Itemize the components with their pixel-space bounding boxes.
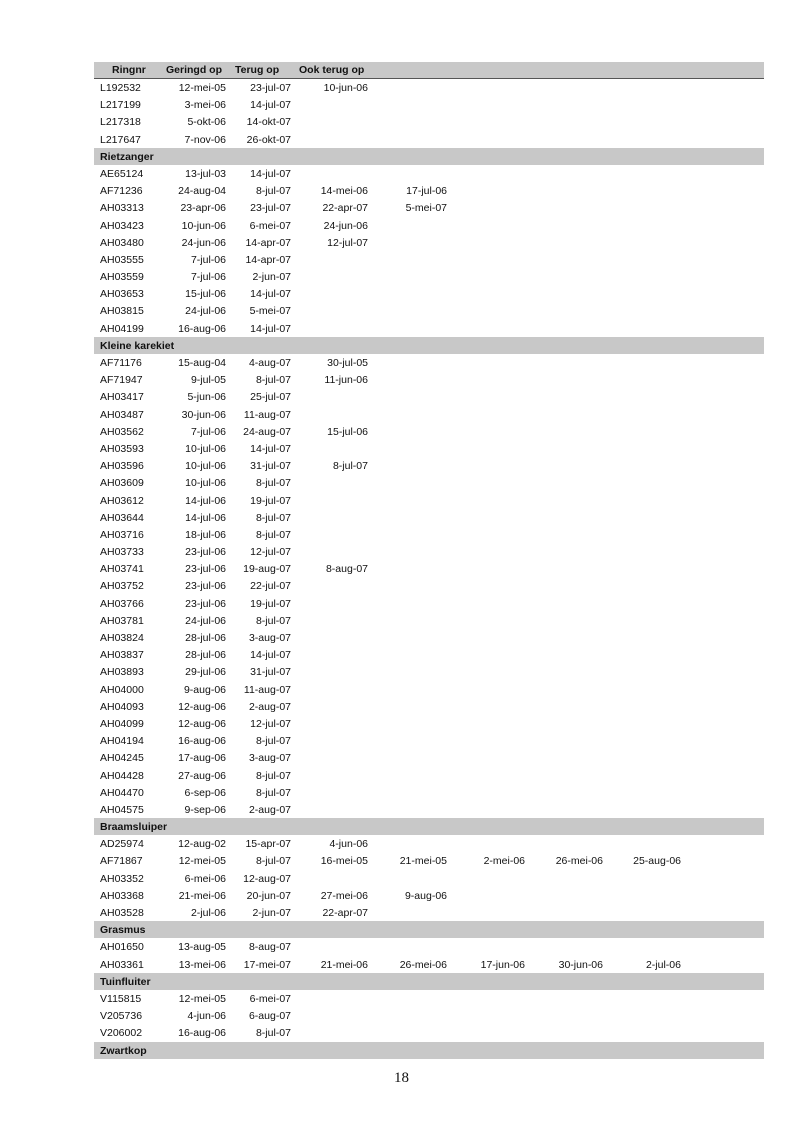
table-row: [94, 715, 764, 732]
table-body: [94, 79, 764, 1059]
ringed-date-cell: 24-jul-06: [185, 305, 226, 318]
recovered-date-cell: 14-okt-07: [246, 116, 291, 129]
ringed-date-cell: 9-jul-05: [190, 374, 226, 387]
table-row: [94, 646, 764, 663]
also-recovered-date-cell: 8-aug-07: [325, 563, 368, 576]
ringed-date-cell: 5-jun-06: [187, 391, 226, 404]
also-recovered-date-cell: 2-mei-06: [483, 855, 525, 868]
ringed-date-cell: 18-jul-06: [185, 528, 226, 541]
recovered-date-cell: 22-jul-07: [250, 580, 291, 593]
col-header-ringnr: Ringnr: [112, 64, 146, 76]
ringed-date-cell: 13-jul-03: [185, 167, 226, 180]
recovered-date-cell: 6-mei-07: [249, 992, 291, 1005]
also-recovered-date-cell: 15-jul-06: [327, 425, 368, 438]
table-row: [94, 96, 764, 113]
also-recovered-date-cell: 5-mei-07: [405, 202, 447, 215]
table-row: [94, 182, 764, 199]
ring-number-cell: V205736: [100, 1010, 143, 1023]
species-section-header: [94, 973, 764, 990]
ringed-date-cell: 14-jul-06: [185, 494, 226, 507]
also-recovered-date-cell: 14-mei-06: [320, 185, 368, 198]
ring-number-cell: AH04000: [100, 683, 144, 696]
table-row: [94, 474, 764, 491]
ring-number-cell: AH03644: [100, 511, 144, 524]
recovered-date-cell: 19-aug-07: [243, 563, 291, 576]
ringed-date-cell: 9-sep-06: [184, 803, 226, 816]
recovered-date-cell: 3-aug-07: [248, 752, 291, 765]
table-row: [94, 199, 764, 216]
also-recovered-date-cell: 26-mei-06: [399, 958, 447, 971]
ringed-date-cell: 12-mei-05: [178, 992, 226, 1005]
also-recovered-date-cell: 22-apr-07: [322, 202, 368, 215]
recovered-date-cell: 24-aug-07: [243, 425, 291, 438]
also-recovered-date-cell: 17-jul-06: [406, 185, 447, 198]
ring-number-cell: AH03752: [100, 580, 144, 593]
ring-number-cell: AH03824: [100, 632, 144, 644]
ring-number-cell: AF71947: [100, 374, 143, 387]
table-row: [94, 492, 764, 509]
table-row: [94, 217, 764, 234]
also-recovered-date-cell: 21-mei-05: [399, 855, 447, 868]
ringed-date-cell: 12-aug-06: [178, 717, 226, 730]
ringed-date-cell: 30-jun-06: [181, 408, 226, 421]
recovered-date-cell: 15-apr-07: [245, 838, 291, 851]
recovered-date-cell: 8-jul-07: [255, 1027, 291, 1040]
recovered-date-cell: 23-jul-07: [250, 202, 291, 215]
table-row: [94, 956, 764, 973]
also-recovered-date-cell: 22-apr-07: [322, 907, 368, 919]
also-recovered-date-cell: 10-jun-06: [323, 82, 368, 94]
species-name: Braamsluiper: [100, 821, 168, 834]
table-row: [94, 784, 764, 801]
recovered-date-cell: 4-aug-07: [248, 357, 291, 369]
table-row: [94, 767, 764, 784]
ringed-date-cell: 10-jul-06: [185, 442, 226, 455]
species-section-header: [94, 337, 764, 354]
also-recovered-date-cell: 17-jun-06: [480, 958, 525, 971]
table-row: [94, 887, 764, 904]
recovered-date-cell: 6-mei-07: [249, 219, 291, 232]
ringed-date-cell: 24-aug-04: [178, 185, 226, 198]
table-row: [94, 1007, 764, 1024]
ring-number-cell: AH03766: [100, 597, 144, 610]
ringed-date-cell: 5-okt-06: [187, 116, 226, 129]
recovered-date-cell: 19-jul-07: [250, 597, 291, 610]
ring-number-cell: AH03653: [100, 288, 144, 301]
ring-number-cell: AF71867: [100, 855, 143, 868]
ringed-date-cell: 17-aug-06: [178, 752, 226, 765]
ringed-date-cell: 12-mei-05: [178, 82, 226, 94]
table-row: [94, 629, 764, 646]
ringed-date-cell: 10-jul-06: [185, 477, 226, 490]
ring-number-cell: AH03741: [100, 563, 144, 576]
ringed-date-cell: 28-jul-06: [185, 632, 226, 644]
also-recovered-date-cell: 2-jul-06: [645, 958, 681, 971]
ringed-date-cell: 4-jun-06: [187, 1010, 226, 1023]
ring-number-cell: AH03716: [100, 528, 144, 541]
ring-number-cell: AH03313: [100, 202, 144, 215]
species-section-header: [94, 148, 764, 165]
ringed-date-cell: 24-jun-06: [181, 236, 226, 249]
table-row: [94, 251, 764, 268]
table-row: [94, 749, 764, 766]
ringed-date-cell: 7-nov-06: [184, 133, 226, 146]
ring-number-cell: AH04470: [100, 786, 144, 799]
species-section-header: [94, 818, 764, 835]
recovered-date-cell: 3-aug-07: [248, 632, 291, 644]
also-recovered-date-cell: 9-aug-06: [404, 889, 447, 902]
ringed-date-cell: 23-jul-06: [185, 597, 226, 610]
recovered-date-cell: 19-jul-07: [250, 494, 291, 507]
ringed-date-cell: 24-jul-06: [185, 614, 226, 627]
table-row: [94, 904, 764, 921]
ring-number-cell: AH03733: [100, 546, 144, 559]
page-number: 18: [394, 1070, 409, 1086]
ringed-date-cell: 12-aug-06: [178, 700, 226, 713]
recovered-date-cell: 8-jul-07: [255, 374, 291, 387]
ring-number-cell: V115815: [100, 992, 142, 1005]
table-header: [94, 62, 764, 79]
also-recovered-date-cell: 4-jun-06: [329, 838, 368, 851]
recovered-date-cell: 26-okt-07: [246, 133, 291, 146]
recovered-date-cell: 8-aug-07: [248, 941, 291, 954]
ringed-date-cell: 9-aug-06: [183, 683, 226, 696]
recovered-date-cell: 20-jun-07: [246, 889, 291, 902]
table-row: [94, 406, 764, 423]
table-row: [94, 732, 764, 749]
ringed-date-cell: 6-mei-06: [184, 872, 226, 885]
ringed-date-cell: 21-mei-06: [178, 889, 226, 902]
ring-number-cell: AH04194: [100, 735, 144, 748]
recovered-date-cell: 8-jul-07: [255, 786, 291, 799]
ring-number-cell: AH03593: [100, 442, 144, 455]
also-recovered-date-cell: 26-mei-06: [555, 855, 603, 868]
table-row: [94, 663, 764, 680]
table-row: [94, 302, 764, 319]
ringed-date-cell: 10-jun-06: [181, 219, 226, 232]
ring-number-cell: L192532: [100, 82, 141, 94]
ringed-date-cell: 28-jul-06: [185, 649, 226, 662]
table-row: [94, 577, 764, 594]
table-row: [94, 423, 764, 440]
table-row: [94, 234, 764, 251]
ringed-date-cell: 29-jul-06: [185, 666, 226, 679]
recovered-date-cell: 31-jul-07: [250, 666, 291, 679]
table-row: [94, 870, 764, 887]
ring-number-cell: AH03781: [100, 614, 144, 627]
ringed-date-cell: 3-mei-06: [184, 99, 226, 112]
table-row: [94, 79, 764, 96]
recovered-date-cell: 11-aug-07: [243, 408, 291, 421]
ringed-date-cell: 27-aug-06: [178, 769, 226, 782]
recovered-date-cell: 5-mei-07: [249, 305, 291, 318]
ring-number-cell: AF71236: [100, 185, 143, 198]
table-row: [94, 268, 764, 285]
ringed-date-cell: 7-jul-06: [190, 253, 226, 266]
table-row: [94, 354, 764, 371]
ring-number-cell: L217199: [100, 99, 141, 112]
recovered-date-cell: 12-jul-07: [250, 717, 291, 730]
ring-number-cell: AH03815: [100, 305, 144, 318]
recovered-date-cell: 8-jul-07: [255, 477, 291, 490]
species-name: Tuinfluiter: [100, 975, 151, 988]
ringed-date-cell: 16-aug-06: [178, 322, 226, 335]
table-row: [94, 543, 764, 560]
also-recovered-date-cell: 24-jun-06: [323, 219, 368, 232]
recovered-date-cell: 23-jul-07: [250, 82, 291, 94]
ringed-date-cell: 16-aug-06: [178, 735, 226, 748]
recovered-date-cell: 17-mei-07: [243, 958, 291, 971]
ring-number-cell: AH03893: [100, 666, 144, 679]
also-recovered-date-cell: 30-jul-05: [327, 357, 368, 369]
table-row: [94, 1024, 764, 1041]
also-recovered-date-cell: 16-mei-05: [320, 855, 368, 868]
recovered-date-cell: 11-aug-07: [243, 683, 291, 696]
recovered-date-cell: 6-aug-07: [248, 1010, 291, 1023]
table-row: [94, 595, 764, 612]
ring-number-cell: AH04575: [100, 803, 144, 816]
ringed-date-cell: 23-jul-06: [185, 580, 226, 593]
col-header-ook-terug-op: Ook terug op: [299, 64, 365, 76]
table-row: [94, 131, 764, 148]
ringed-date-cell: 10-jul-06: [185, 460, 226, 473]
recovered-date-cell: 14-apr-07: [245, 253, 291, 266]
table-row: [94, 612, 764, 629]
species-section-header: [94, 921, 764, 938]
recovered-date-cell: 2-aug-07: [248, 700, 291, 713]
col-header-terug-op: Terug op: [235, 64, 280, 76]
recovered-date-cell: 31-jul-07: [250, 460, 291, 473]
table-row: [94, 681, 764, 698]
also-recovered-date-cell: 21-mei-06: [320, 958, 368, 971]
ring-number-cell: AH03528: [100, 907, 144, 919]
table-row: [94, 560, 764, 577]
table-row: [94, 113, 764, 130]
table-row: [94, 509, 764, 526]
table-row: [94, 320, 764, 337]
ring-number-cell: AH04099: [100, 717, 144, 730]
ringed-date-cell: 23-jul-06: [185, 563, 226, 576]
recovered-date-cell: 8-jul-07: [255, 614, 291, 627]
ring-number-cell: AH03837: [100, 649, 144, 662]
ringed-date-cell: 6-sep-06: [184, 786, 226, 799]
table-row: [94, 440, 764, 457]
table-row: [94, 938, 764, 955]
ringed-date-cell: 16-aug-06: [178, 1027, 226, 1040]
recovered-date-cell: 8-jul-07: [255, 855, 291, 868]
ring-number-cell: AH03609: [100, 477, 144, 490]
ringed-date-cell: 13-mei-06: [178, 958, 226, 971]
recovered-date-cell: 8-jul-07: [255, 769, 291, 782]
recovered-date-cell: 14-jul-07: [250, 322, 291, 335]
species-name: Rietzanger: [100, 150, 154, 163]
ring-number-cell: AH03487: [100, 408, 144, 421]
species-name: Grasmus: [100, 924, 146, 937]
recovered-date-cell: 8-jul-07: [255, 185, 291, 198]
recovered-date-cell: 14-jul-07: [250, 99, 291, 112]
recovered-date-cell: 14-jul-07: [250, 167, 291, 180]
ring-number-cell: L217318: [100, 116, 141, 129]
recovered-date-cell: 2-jun-07: [252, 907, 291, 919]
also-recovered-date-cell: 25-aug-06: [633, 855, 681, 868]
ring-number-cell: AH03555: [100, 253, 144, 266]
ring-number-cell: AH03562: [100, 425, 144, 438]
ringed-date-cell: 15-jul-06: [185, 288, 226, 301]
ringed-date-cell: 23-jul-06: [185, 546, 226, 559]
ring-number-cell: AH04199: [100, 322, 144, 335]
table-row: [94, 801, 764, 818]
ring-number-cell: AH01650: [100, 941, 144, 954]
ring-number-cell: AH03612: [100, 494, 144, 507]
ring-number-cell: AE65124: [100, 167, 144, 180]
table-row: [94, 835, 764, 852]
table-row: [94, 852, 764, 869]
table-row: [94, 285, 764, 302]
ring-number-cell: L217647: [100, 133, 141, 146]
recovered-date-cell: 8-jul-07: [255, 528, 291, 541]
ringed-date-cell: 7-jul-06: [190, 271, 226, 284]
ring-number-cell: AD25974: [100, 838, 144, 851]
ring-number-cell: AF71176: [100, 357, 142, 369]
ringed-date-cell: 12-aug-02: [178, 838, 226, 851]
ring-number-cell: AH03559: [100, 271, 144, 284]
recovered-date-cell: 14-jul-07: [250, 442, 291, 455]
ringed-date-cell: 2-jul-06: [190, 907, 226, 919]
ring-number-cell: AH04245: [100, 752, 144, 765]
recovered-date-cell: 8-jul-07: [255, 735, 291, 748]
ring-number-cell: V206002: [100, 1027, 143, 1040]
recovered-date-cell: 2-aug-07: [248, 803, 291, 816]
table-row: [94, 457, 764, 474]
recovered-date-cell: 14-jul-07: [250, 288, 291, 301]
table-row: [94, 526, 764, 543]
also-recovered-date-cell: 11-jun-06: [324, 374, 368, 387]
table-row: [94, 990, 764, 1007]
ring-table: [94, 62, 764, 1059]
recovered-date-cell: 14-jul-07: [250, 649, 291, 662]
ringed-date-cell: 15-aug-04: [178, 357, 226, 369]
recovered-date-cell: 8-jul-07: [255, 511, 291, 524]
ring-number-cell: AH03352: [100, 872, 144, 885]
also-recovered-date-cell: 12-jul-07: [327, 236, 368, 249]
recovered-date-cell: 2-jun-07: [252, 271, 291, 284]
recovered-date-cell: 25-jul-07: [250, 391, 291, 404]
table-row: [94, 165, 764, 182]
ring-number-cell: AH03361: [100, 958, 144, 971]
ring-number-cell: AH03596: [100, 460, 144, 473]
also-recovered-date-cell: 30-jun-06: [558, 958, 603, 971]
also-recovered-date-cell: 27-mei-06: [320, 889, 368, 902]
ring-number-cell: AH04428: [100, 769, 144, 782]
species-section-header: [94, 1042, 764, 1059]
recovered-date-cell: 14-apr-07: [245, 236, 291, 249]
ring-number-cell: AH04093: [100, 700, 144, 713]
ringed-date-cell: 7-jul-06: [190, 425, 226, 438]
species-name: Zwartkop: [100, 1044, 147, 1057]
table-row: [94, 698, 764, 715]
ring-number-cell: AH03417: [100, 391, 144, 404]
recovered-date-cell: 12-jul-07: [250, 546, 291, 559]
ring-number-cell: AH03368: [100, 889, 144, 902]
ringed-date-cell: 12-mei-05: [178, 855, 226, 868]
table-row: [94, 388, 764, 405]
species-name: Kleine karekiet: [100, 339, 175, 352]
ringed-date-cell: 14-jul-06: [185, 511, 226, 524]
ring-number-cell: AH03480: [100, 236, 144, 249]
col-header-geringd-op: Geringd op: [166, 64, 222, 76]
recovered-date-cell: 12-aug-07: [243, 872, 291, 885]
ringed-date-cell: 23-apr-06: [180, 202, 226, 215]
ring-number-cell: AH03423: [100, 219, 144, 232]
ringed-date-cell: 13-aug-05: [178, 941, 226, 954]
also-recovered-date-cell: 8-jul-07: [332, 460, 368, 473]
table-row: [94, 371, 764, 388]
